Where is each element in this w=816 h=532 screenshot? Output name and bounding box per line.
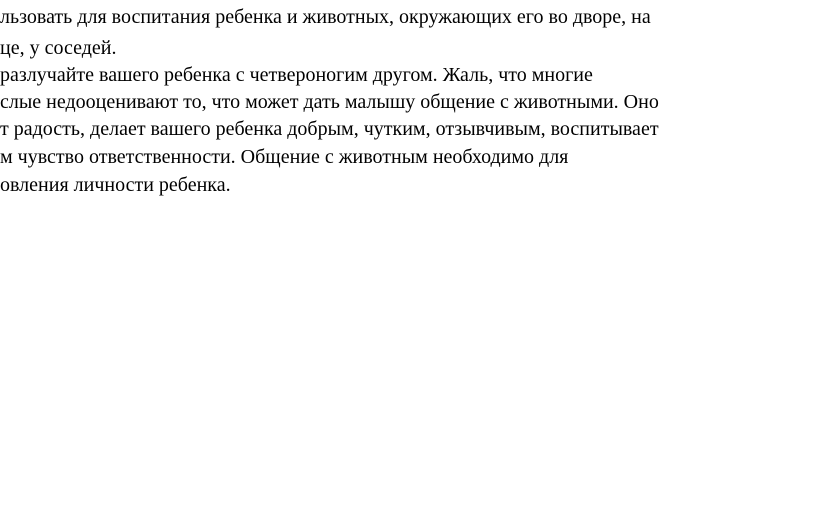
text-line-6: м чувство ответственности. Общение с животным необходимо для (0, 146, 569, 168)
body-text (0, 0, 816, 220)
text-line-3: разлучайте вашего ребенка с четвероногим другом. Жаль, что многие (0, 64, 593, 86)
text-line-5: т радость, делает вашего ребенка добрым, чутким, отзывчивым, воспитывает (0, 118, 659, 140)
text-line-1: льзовать для воспитания ребенка и животных, окружающих его во дворе, на (0, 6, 651, 28)
text-line-7: овления личности ребенка. (0, 174, 231, 196)
text-line-2: це, у соседей. (0, 37, 117, 59)
text-line-4: слые недооценивают то, что может дать малышу общение с животными. Оно (0, 91, 659, 113)
